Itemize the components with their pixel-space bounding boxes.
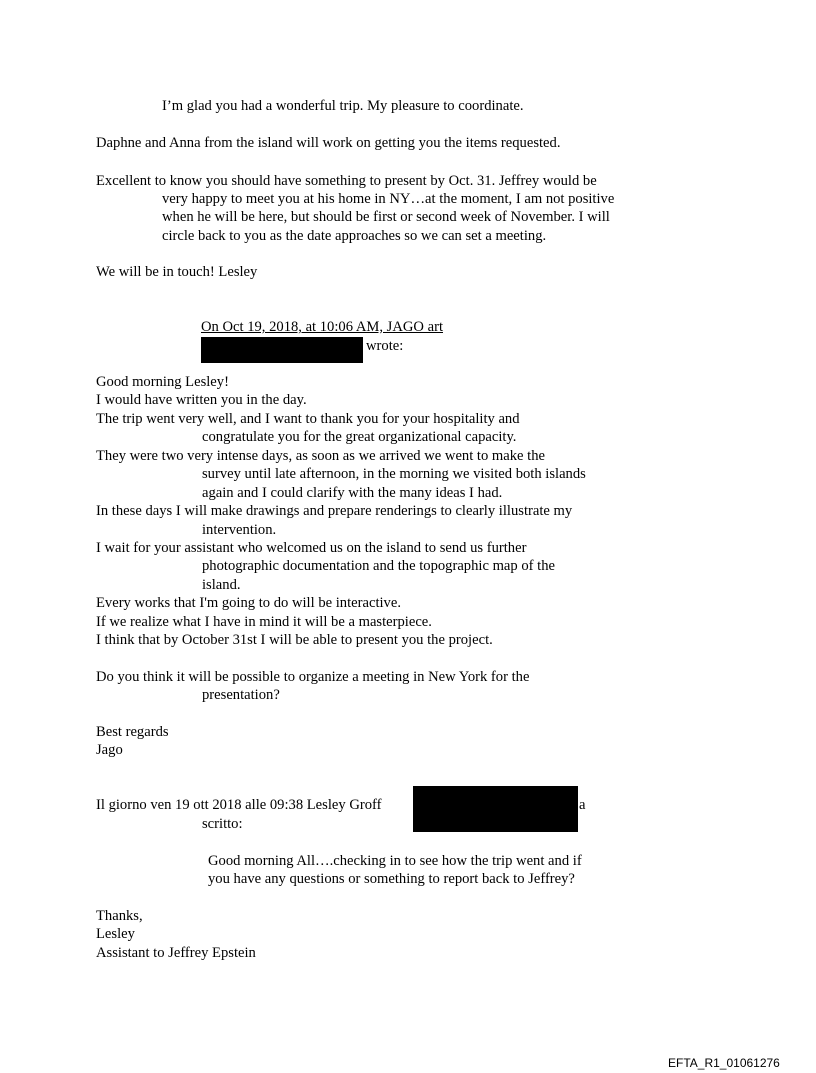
jago-line-12: island.: [202, 577, 241, 593]
quoted-header-lesley-scritto: scritto:: [202, 816, 243, 832]
lesley-original-line-2: you have any questions or something to report back to Jeffrey?: [208, 871, 575, 887]
jago-line-5: They were two very intense days, as soon as we arrived we went to make the: [96, 448, 546, 464]
jago-line-11: photographic documentation and the topographic map of the: [202, 558, 555, 574]
reply-present-line-4: circle back to you as the date approaches so we can set a meeting.: [162, 228, 547, 244]
jago-line-13: Every works that I'm going to do will be interactive.: [96, 595, 401, 611]
jago-question-line-1: Do you think it will be possible to organize a meeting in New York for the: [96, 669, 530, 685]
quoted-header-lesley: Il giorno ven 19 ott 2018 alle 09:38 Lesley Groff: [96, 797, 382, 813]
signature-thanks: Thanks,: [96, 908, 143, 924]
jago-line-9: intervention.: [202, 522, 277, 538]
redaction-box-jago-email: [201, 337, 363, 363]
reply-present-line-2: very happy to meet you at his home in NY…at the moment, I am not positive: [162, 191, 615, 207]
signature-title: Assistant to Jeffrey Epstein: [96, 945, 256, 961]
reply-present-line-1: Excellent to know you should have something to present by Oct. 31. Jeffrey would be: [96, 173, 597, 189]
quoted-header-jago: On Oct 19, 2018, at 10:06 AM, JAGO art: [201, 319, 443, 335]
jago-line-8: In these days I will make drawings and prepare renderings to clearly illustrate my: [96, 503, 573, 519]
document-id: EFTA_R1_01061276: [668, 1056, 780, 1070]
reply-present-line-3: when he will be here, but should be first or second week of November. I will: [162, 209, 610, 225]
jago-line-14: If we realize what I have in mind it will be a masterpiece.: [96, 614, 432, 630]
quoted-header-jago-wrote: wrote:: [366, 338, 404, 354]
jago-closing-1: Best regards: [96, 724, 169, 740]
jago-line-1: Good morning Lesley!: [96, 374, 229, 390]
redaction-box-lesley-email: [413, 786, 578, 832]
jago-line-7: again and I could clarify with the many ideas I had.: [202, 485, 503, 501]
jago-closing-2: Jago: [96, 742, 123, 758]
jago-line-2: I would have written you in the day.: [96, 392, 307, 408]
jago-line-15: I think that by October 31st I will be able to present you the project.: [96, 632, 493, 648]
signature-name: Lesley: [96, 926, 135, 942]
jago-line-4: congratulate you for the great organizational capacity.: [202, 429, 517, 445]
jago-line-3: The trip went very well, and I want to thank you for your hospitality and: [96, 411, 520, 427]
quoted-header-lesley-suffix: a: [579, 797, 586, 813]
lesley-original-line-1: Good morning All….checking in to see how the trip went and if: [208, 853, 582, 869]
jago-line-6: survey until late afternoon, in the morning we visited both islands: [202, 466, 586, 482]
reply-signoff: We will be in touch! Lesley: [96, 264, 258, 280]
jago-line-10: I wait for your assistant who welcomed us on the island to send us further: [96, 540, 527, 556]
reply-greeting: I’m glad you had a wonderful trip. My pleasure to coordinate.: [162, 98, 524, 114]
reply-island-line: Daphne and Anna from the island will work on getting you the items requested.: [96, 135, 561, 151]
jago-question-line-2: presentation?: [202, 687, 280, 703]
